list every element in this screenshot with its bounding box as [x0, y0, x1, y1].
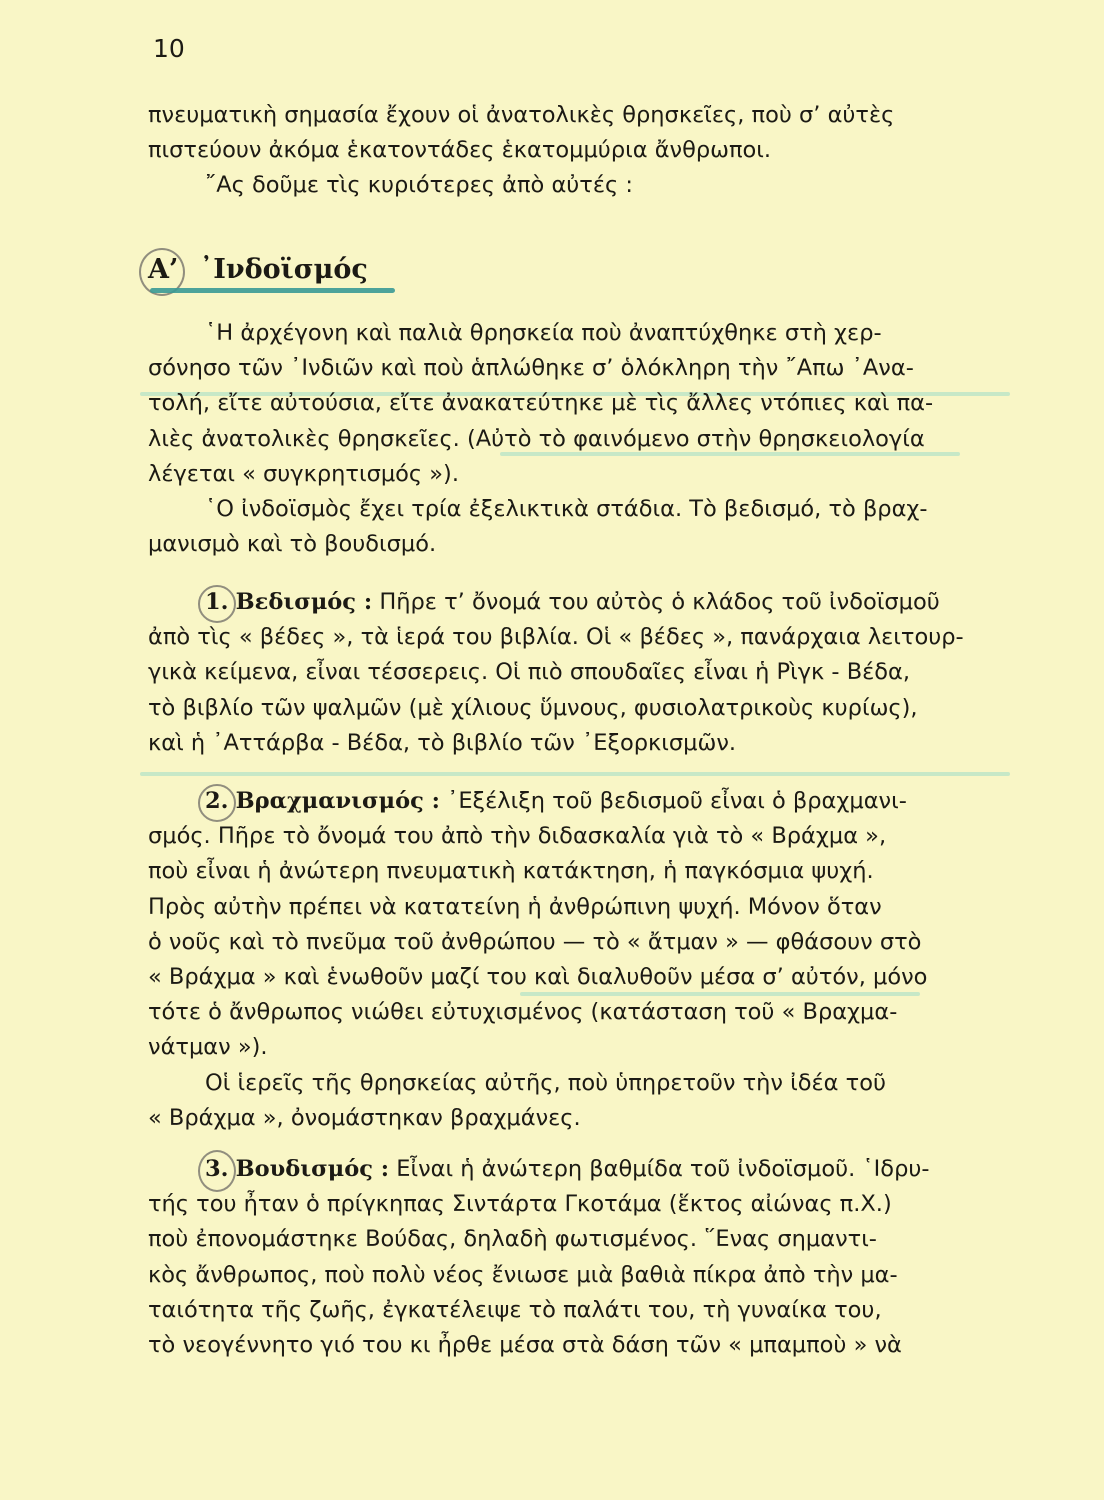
item-line: Πρὸς αὐτὴν πρέπει νὰ κατατείνη ἡ ἀνθρώπινη ψυχή. Μόνον ὅταν	[148, 893, 882, 920]
item-number: 1.	[205, 589, 229, 615]
item-line: « Βράχμα », ὀνομάστηκαν βραχμάνες.	[148, 1104, 581, 1131]
item-first-line	[148, 784, 1000, 819]
item-line: τὸ νεογέννητο γιό του κι ἦρθε μέσα στὰ δάση τῶν « μπαμποὺ » νὰ	[148, 1332, 902, 1359]
item-line: γικὰ κείμενα, εἶναι τέσσερεις. Οἱ πιὸ σπουδαῖες εἶναι ἡ Ρὶγκ - Βέδα,	[148, 659, 911, 686]
item-term: Βεδισμός :	[235, 589, 373, 615]
section-title: ᾿Ινδοϊσμός	[199, 254, 368, 285]
item-line: καὶ ἡ ᾿Αττάρβα - Βέδα, τὸ βιβλίο τῶν ᾿Εξορκισμῶν.	[148, 729, 737, 756]
item-first-line	[148, 1152, 1000, 1187]
paragraph-line: ῾Ο ἰνδοϊσμὸς ἔχει τρία ἐξελικτικὰ στάδια. Τὸ βεδισμό, τὸ βραχ-	[205, 496, 928, 523]
item-line: ποὺ ἐπονομάστηκε Βούδας, δηλαδὴ φωτισμένος. ῞Ενας σημαντι-	[148, 1226, 877, 1253]
item-term: Βουδισμός :	[235, 1156, 390, 1182]
item-buddhism	[148, 1152, 1000, 1363]
intro-block	[148, 98, 1000, 204]
intro-line: πνευματικὴ σημασία ἔχουν οἱ ἀνατολικὲς θρησκεῖες, ποὺ σ’ αὐτὲς	[148, 102, 895, 128]
item-line: νάτμαν »).	[148, 1034, 268, 1061]
item-line: σμός. Πῆρε τὸ ὄνομά του ἀπὸ τὴν διδασκαλία γιὰ τὸ « Βράχμα »,	[148, 823, 887, 850]
bleed-through-mark	[140, 772, 1010, 776]
item-line: Οἱ ἱερεῖς τῆς θρησκείας αὐτῆς, ποὺ ὑπηρετοῦν τὴν ἰδέα τοῦ	[205, 1069, 886, 1096]
item-vedism	[148, 585, 1000, 761]
item-line: « Βράχμα » καὶ ἑνωθοῦν μαζί του καὶ διαλυθοῦν μέσα σ’ αὐτόν, μόνο	[148, 964, 928, 991]
paragraph-line: λιὲς ἀνατολικὲς θρησκεῖες. (Αὐτὸ τὸ φαινόμενο στὴν θρησκειολογία	[148, 425, 925, 452]
item-line: ποὺ εἶναι ἡ ἀνώτερη πνευματικὴ κατάκτηση, ἡ παγκόσμια ψυχή.	[148, 858, 874, 885]
item-text: Εἶναι ἡ ἀνώτερη βαθμίδα τοῦ ἰνδοϊσμοῦ. ῾Ιδρυ-	[396, 1156, 930, 1182]
item-line: ὁ νοῦς καὶ τὸ πνεῦμα τοῦ ἀνθρώπου — τὸ « ἄτμαν » — φθάσουν στὸ	[148, 928, 922, 955]
item-text: ᾿Εξέλιξη τοῦ βεδισμοῦ εἶναι ὁ βραχμανι-	[447, 788, 907, 814]
paragraph-line: μανισμὸ καὶ τὸ βουδισμό.	[148, 531, 437, 558]
paragraph-line: τολή, εἴτε αὐτούσια, εἴτε ἀνακατεύτηκε μὲ τὶς ἄλλες ντόπιες καὶ πα-	[148, 390, 934, 417]
item-number: 3.	[205, 1156, 229, 1182]
page-number: 10	[153, 34, 185, 63]
intro-line: ῎Ας δοῦμε τὶς κυριότερες ἀπὸ αὐτές :	[205, 172, 633, 199]
item-term: Βραχμανισμός :	[235, 788, 440, 814]
item-line: τής του ἦταν ὁ πρίγκηπας Σιντάρτα Γκοτάμα (ἕκτος αἰώνας π.Χ.)	[148, 1191, 892, 1218]
item-line: κὸς ἄνθρωπος, ποὺ πολὺ νέος ἔνιωσε μιὰ βαθιὰ πίκρα ἀπὸ τὴν μα-	[148, 1261, 898, 1288]
section-heading	[148, 252, 368, 288]
item-line: τὸ βιβλίο τῶν ψαλμῶν (μὲ χίλιους ὕμνους, φυσιολατρικοὺς κυρίως),	[148, 694, 918, 721]
marker-underline	[150, 288, 395, 293]
paragraph-line: λέγεται « συγκρητισμός »).	[148, 460, 459, 487]
intro-line: πιστεύουν ἀκόμα ἑκατοντάδες ἑκατομμύρια ἄνθρωποι.	[148, 137, 772, 164]
paragraph-line: σόνησο τῶν ᾿Ινδιῶν καὶ ποὺ ἁπλώθηκε σ’ ὁλόκληρη τὴν ῎Απω ᾿Ανα-	[148, 355, 914, 382]
item-line: τότε ὁ ἄνθρωπος νιώθει εὐτυχισμένος (κατάσταση τοῦ « Βραχμα-	[148, 999, 898, 1026]
item-brahmanism	[148, 784, 1000, 1136]
section-number: Α’	[148, 254, 179, 285]
item-number: 2.	[205, 788, 229, 814]
item-first-line	[148, 585, 1000, 620]
item-text: Πῆρε τ’ ὄνομά του αὐτὸς ὁ κλάδος τοῦ ἰνδοϊσμοῦ	[379, 589, 940, 615]
item-line: ταιότητα τῆς ζωῆς, ἐγκατέλειψε τὸ παλάτι του, τὴ γυναίκα του,	[148, 1296, 882, 1323]
item-line: ἀπὸ τὶς « βέδες », τὰ ἱερά του βιβλία. Οἱ « βέδες », πανάρχαια λειτουρ-	[148, 624, 964, 651]
intro-paragraphs	[148, 316, 1000, 562]
paragraph-line: ῾Η ἀρχέγονη καὶ παλιὰ θρησκεία ποὺ ἀναπτύχθηκε στὴ χερ-	[205, 320, 882, 346]
